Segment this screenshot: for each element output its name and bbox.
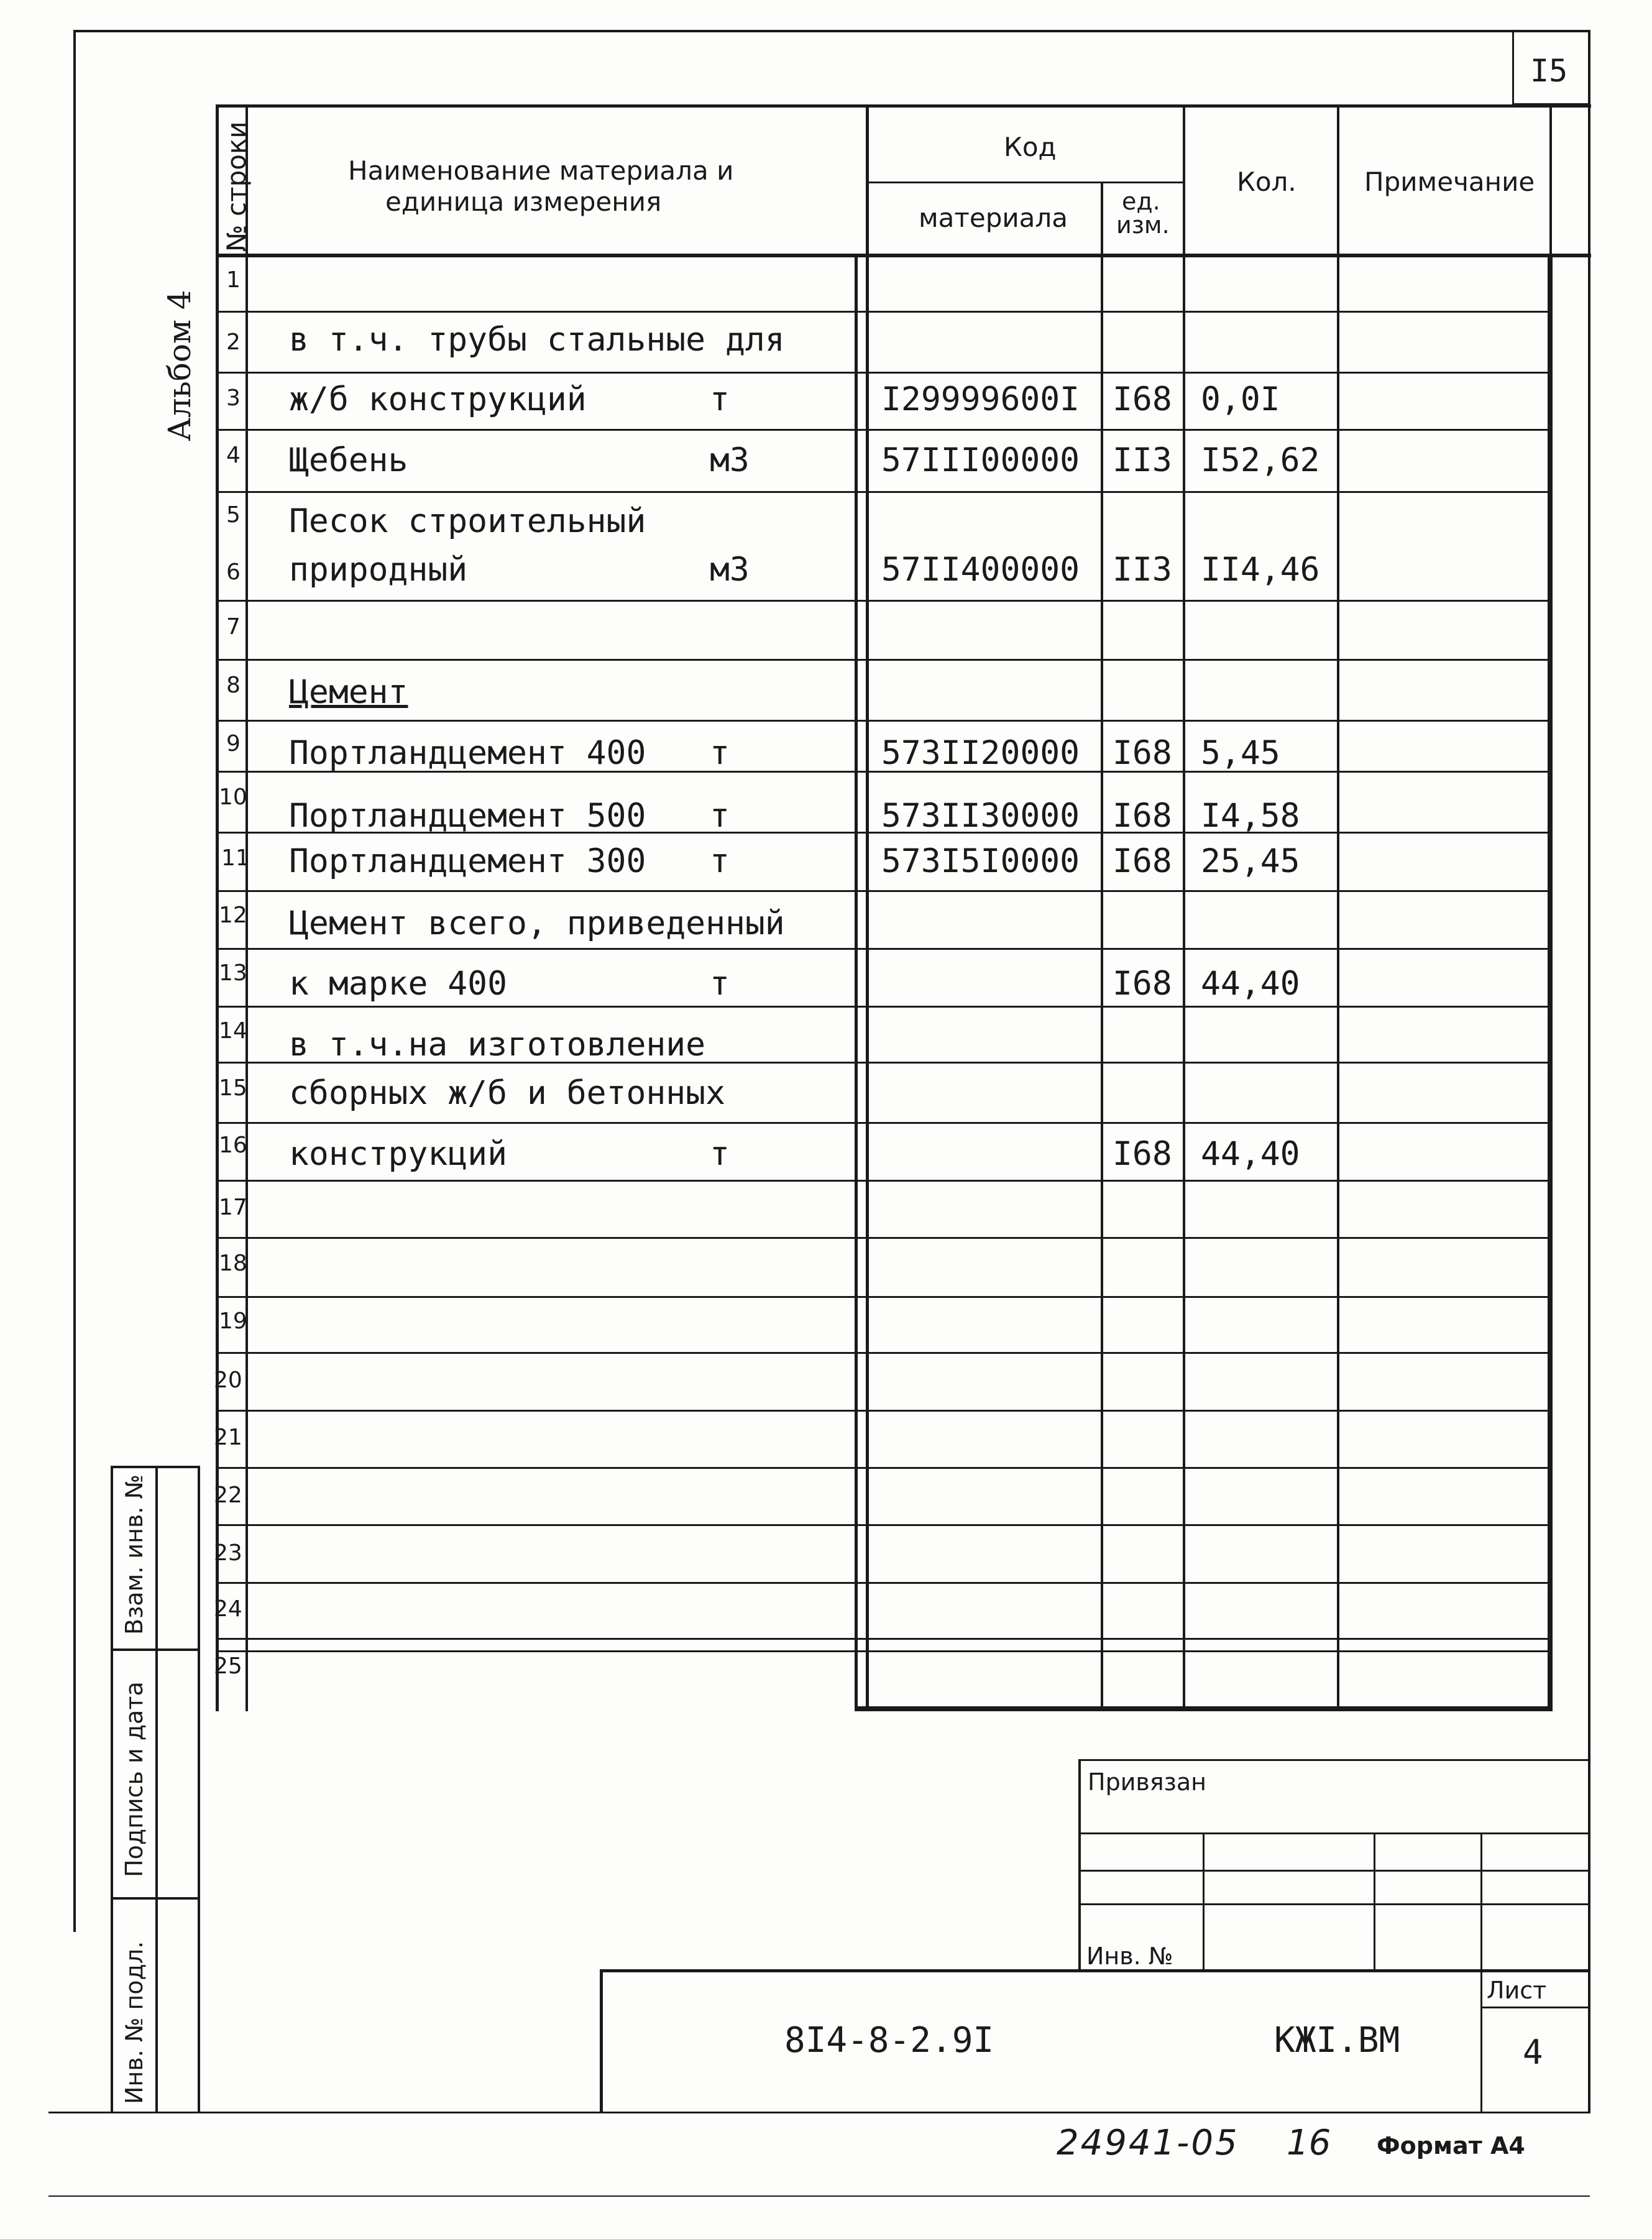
material-name: ж/б конструкций bbox=[289, 380, 587, 418]
album-label: Альбом 4 bbox=[162, 290, 198, 441]
inv-podl-label: Инв. № подл. bbox=[121, 1941, 148, 2104]
handwritten-inventory-number: 24941-05 bbox=[1057, 2123, 1239, 2163]
row-number: 3 bbox=[226, 385, 241, 411]
row-number: 17 bbox=[219, 1195, 247, 1220]
unit: т bbox=[710, 842, 730, 880]
vzam-inv-label: Взам. инв. № bbox=[121, 1474, 148, 1635]
document-number: 8I4-8-2.9I bbox=[784, 2020, 994, 2061]
qty-header: Кол. bbox=[1237, 167, 1296, 197]
row-number: 11 bbox=[221, 845, 250, 871]
material-code: 573II30000 bbox=[881, 797, 1080, 835]
material-name: Портландцемент 300 bbox=[289, 842, 646, 880]
row-number: 4 bbox=[226, 443, 241, 468]
row-number: 20 bbox=[214, 1368, 242, 1393]
row-number: 12 bbox=[219, 903, 247, 928]
quantity: I4,58 bbox=[1201, 797, 1300, 835]
row-number: 22 bbox=[214, 1483, 242, 1508]
material-code-header: материала bbox=[919, 203, 1068, 233]
format-label: Формат А4 bbox=[1377, 2132, 1525, 2159]
row-number: 25 bbox=[214, 1653, 242, 1679]
row-number-header: № строки bbox=[221, 121, 252, 252]
sheet-number: I5 bbox=[1530, 53, 1568, 89]
row-number: 23 bbox=[214, 1540, 242, 1566]
unit: т bbox=[710, 797, 730, 835]
material-name: в т.ч. трубы стальные для bbox=[289, 321, 785, 359]
row-number: 10 bbox=[219, 784, 247, 810]
quantity: I52,62 bbox=[1201, 441, 1320, 479]
row-number: 1 bbox=[226, 267, 241, 293]
handwritten-page-number: 16 bbox=[1287, 2123, 1331, 2163]
material-code: 57II400000 bbox=[881, 551, 1080, 589]
unit: м3 bbox=[710, 551, 750, 589]
unit-code: I68 bbox=[1113, 380, 1172, 418]
name-header: Наименование материала и bbox=[348, 155, 734, 186]
row-number: 2 bbox=[226, 329, 241, 355]
quantity: 25,45 bbox=[1201, 842, 1300, 880]
material-name: Портландцемент 500 bbox=[289, 797, 646, 835]
note-header: Примечание bbox=[1364, 167, 1535, 197]
unit: т bbox=[710, 1135, 730, 1173]
material-name: Цемент всего, приведенный bbox=[289, 904, 785, 942]
unit-code: II3 bbox=[1113, 551, 1172, 589]
unit-code-header: ед. bbox=[1122, 188, 1160, 215]
list-label: Лист bbox=[1487, 1977, 1547, 2004]
quantity: 44,40 bbox=[1201, 1135, 1300, 1173]
row-number: 9 bbox=[226, 731, 241, 756]
row-number: 7 bbox=[226, 614, 241, 640]
name-header-line2: единица измерения bbox=[385, 186, 662, 217]
quantity: II4,46 bbox=[1201, 551, 1320, 589]
material-name: Песок строительный bbox=[289, 502, 646, 540]
unit: м3 bbox=[710, 441, 750, 479]
unit-code: II3 bbox=[1113, 441, 1172, 479]
row-number: 6 bbox=[226, 559, 241, 585]
material-name: в т.ч.на изготовление bbox=[289, 1026, 706, 1064]
material-code: 573I5I0000 bbox=[881, 842, 1080, 880]
unit-code: I68 bbox=[1113, 965, 1172, 1003]
document-code: КЖI.ВМ bbox=[1274, 2020, 1400, 2061]
material-name: Щебень bbox=[289, 441, 408, 479]
row-number: 15 bbox=[219, 1075, 247, 1101]
material-name: Портландцемент 400 bbox=[289, 734, 646, 772]
material-name: сборных ж/б и бетонных bbox=[289, 1074, 725, 1112]
quantity: 44,40 bbox=[1201, 965, 1300, 1003]
material-name: природный bbox=[289, 551, 468, 589]
unit-code: I68 bbox=[1113, 842, 1172, 880]
material-code: 573II20000 bbox=[881, 734, 1080, 772]
row-number: 14 bbox=[219, 1018, 247, 1044]
row-number: 19 bbox=[219, 1308, 247, 1334]
unit-code: I68 bbox=[1113, 1135, 1172, 1173]
row-number: 21 bbox=[214, 1425, 242, 1450]
material-name: конструкций bbox=[289, 1135, 507, 1173]
list-number: 4 bbox=[1523, 2033, 1543, 2072]
material-code: I29999600I bbox=[881, 380, 1080, 418]
quantity: 0,0I bbox=[1201, 380, 1280, 418]
row-number: 5 bbox=[226, 502, 241, 528]
row-number: 13 bbox=[219, 960, 247, 986]
inv-no-label: Инв. № bbox=[1086, 1942, 1173, 1970]
quantity: 5,45 bbox=[1201, 734, 1280, 772]
privyazan-label: Привязан bbox=[1088, 1768, 1206, 1796]
material-name: к марке 400 bbox=[289, 965, 507, 1003]
signature-date-label: Подпись и дата bbox=[121, 1681, 148, 1877]
row-number: 16 bbox=[219, 1133, 247, 1158]
unit: т bbox=[710, 380, 730, 418]
unit: т bbox=[710, 965, 730, 1003]
code-header: Код bbox=[1004, 132, 1057, 162]
row-number: 8 bbox=[226, 673, 241, 698]
unit: т bbox=[710, 734, 730, 772]
material-name: Цемент bbox=[289, 673, 408, 711]
material-code: 57III00000 bbox=[881, 441, 1080, 479]
row-number: 24 bbox=[214, 1596, 242, 1622]
unit-code: I68 bbox=[1113, 797, 1172, 835]
unit-code: I68 bbox=[1113, 734, 1172, 772]
row-number: 18 bbox=[219, 1251, 247, 1276]
unit-code-header-2: изм. bbox=[1116, 211, 1170, 239]
